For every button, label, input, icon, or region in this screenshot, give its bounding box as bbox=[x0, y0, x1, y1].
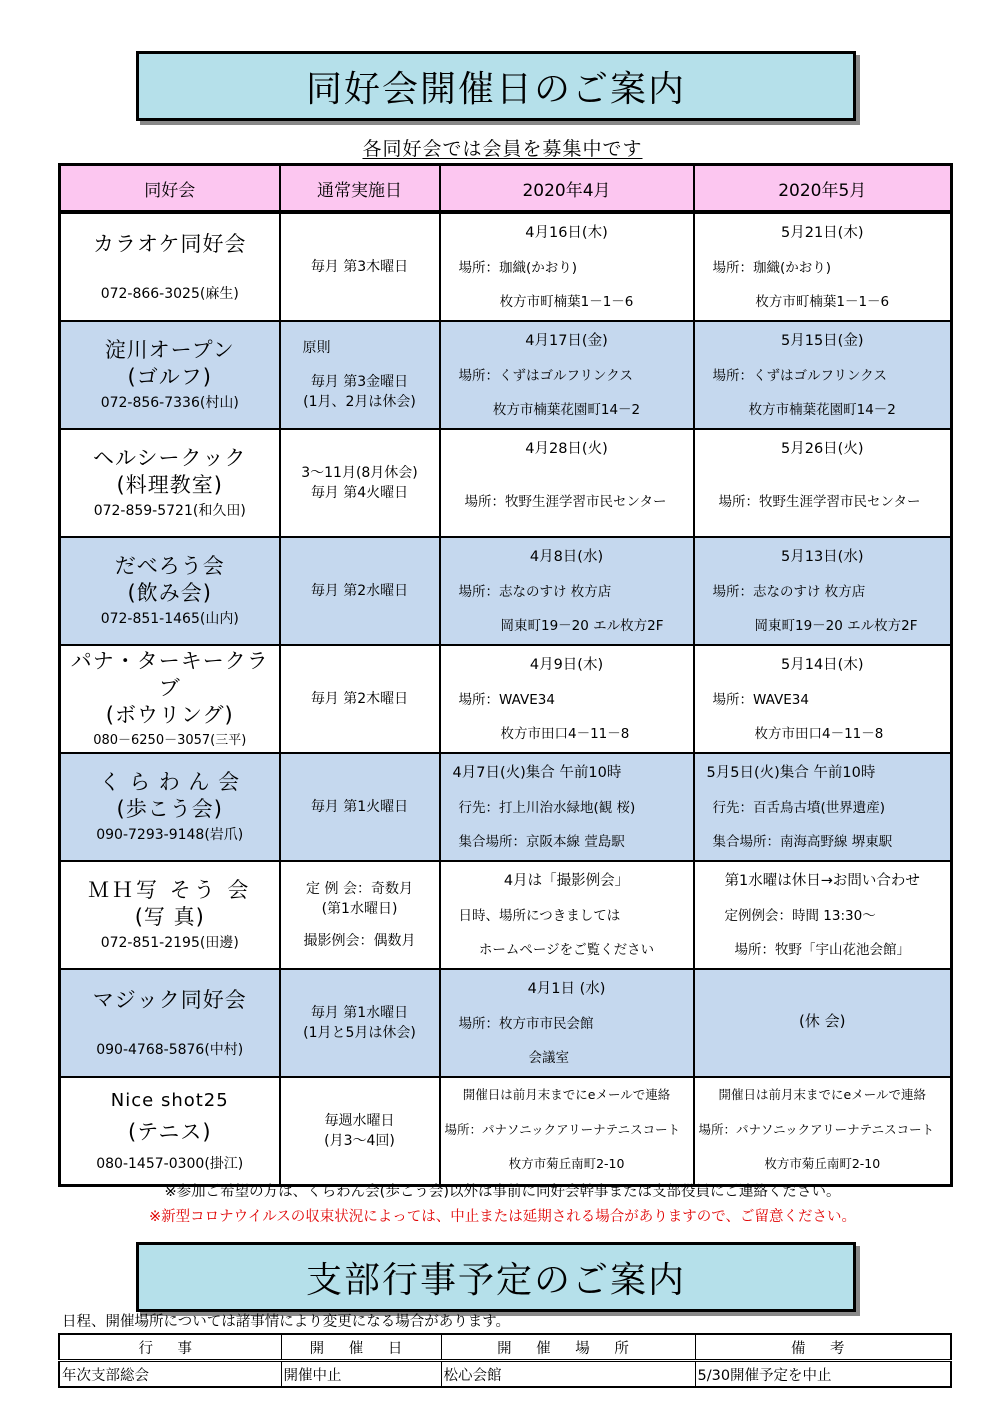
section-title-box bbox=[136, 1242, 856, 1312]
event-remark: 5/30開催予定を中止 bbox=[695, 1361, 951, 1388]
header-may: 2020年5月 bbox=[694, 165, 952, 213]
club-subname: (写 真) bbox=[134, 905, 205, 929]
event-place: 行先：打上川治水緑地(観 桜) bbox=[458, 800, 636, 816]
event-date: 4月8日(水) bbox=[529, 549, 604, 565]
schedule-text: (1月と5月は休会) bbox=[303, 1025, 416, 1041]
event-room: 会議室 bbox=[528, 1050, 569, 1066]
events-header-row bbox=[59, 1334, 951, 1361]
club-subname: (テニス) bbox=[127, 1119, 212, 1144]
header-date: 開 催 日 bbox=[281, 1334, 441, 1361]
club-tel: 090-7293-9148(岩爪) bbox=[96, 827, 244, 843]
event-date: 5月13日(水) bbox=[781, 549, 864, 565]
table-row bbox=[60, 969, 952, 1077]
events-intro: 日程、開催場所については諸事情により変更になる場合があります。 bbox=[62, 1314, 511, 1330]
event-address: 枚方市楠葉花園町14－2 bbox=[748, 402, 896, 418]
participation-note: ※参加ご希望の方は、くらわん会(歩こう会)以外は事前に同好会幹事または支部役員にご連絡ください。 bbox=[164, 1184, 841, 1200]
schedule-text: (第1水曜日) bbox=[321, 901, 398, 917]
event-date: 4月16日(木) bbox=[525, 225, 608, 241]
club-tel: 072-851-2195(田邊) bbox=[100, 935, 239, 951]
event-place: 場所：珈織(かおり) bbox=[458, 260, 578, 276]
event-note: ホームページをご覧ください bbox=[478, 942, 655, 958]
event-address: 枚方市菊丘南町2-10 bbox=[764, 1156, 881, 1171]
event-place: 場所：パナソニックアリーナテニスコート bbox=[698, 1122, 935, 1137]
event-address: 岡東町19－20 エル枚方2F bbox=[754, 618, 918, 634]
event-date: 5月5日(火)集合 午前10時 bbox=[706, 765, 876, 781]
event-address: 枚方市菊丘南町2-10 bbox=[508, 1156, 625, 1171]
table-row bbox=[60, 537, 952, 645]
event-date: 5月14日(木) bbox=[781, 657, 864, 673]
event-meeting-point: 集合場所：京阪本線 萱島駅 bbox=[458, 834, 625, 850]
event-place: 場所：くずはゴルフリンクス bbox=[458, 368, 634, 384]
event-place: 場所：くずはゴルフリンクス bbox=[712, 368, 888, 384]
table-row bbox=[60, 1077, 952, 1186]
club-subname: (飲み会) bbox=[127, 581, 212, 605]
schedule-text: 毎月 第1水曜日 bbox=[310, 1005, 409, 1021]
table-row bbox=[60, 645, 952, 753]
schedule-text: 毎月 第3金曜日 bbox=[310, 374, 409, 390]
schedule-text: 毎月 第3木曜日 bbox=[310, 259, 409, 275]
club-tel: 090-4768-5876(中村) bbox=[96, 1041, 244, 1058]
header-event: 行 事 bbox=[59, 1334, 281, 1361]
event-note: 場所：牧野「宇山花池会館」 bbox=[734, 942, 910, 958]
event-date: 4月28日(火) bbox=[525, 441, 608, 457]
club-subname: (ゴルフ) bbox=[127, 365, 212, 389]
schedule-text: 毎週水曜日 bbox=[324, 1113, 395, 1129]
event-note: 定例例会：時間 13:30～ bbox=[724, 908, 876, 924]
club-tel: 080-1457-0300(掛江) bbox=[96, 1155, 244, 1172]
club-tel: 072-866-3025(麻生) bbox=[100, 285, 239, 302]
table-header-row bbox=[60, 165, 952, 213]
schedule-text: 3～11月(8月休会) bbox=[301, 465, 418, 481]
event-address: 枚方市田口4－11－8 bbox=[500, 726, 630, 742]
event-place: 松心会館 bbox=[441, 1361, 695, 1388]
schedule-text: 毎月 第1火曜日 bbox=[310, 799, 409, 815]
events-table bbox=[58, 1333, 952, 1388]
page-title-box bbox=[136, 51, 856, 121]
schedule-text: (月3～4回) bbox=[324, 1133, 395, 1149]
event-date: 4月7日(火)集合 午前10時 bbox=[452, 765, 622, 781]
club-subname: (ボウリング) bbox=[105, 702, 234, 727]
event-date: 4月1日 (水) bbox=[527, 981, 606, 997]
event-place: 行先：百舌鳥古墳(世界遺産) bbox=[712, 800, 886, 816]
event-address: 枚方市町楠葉1－1－6 bbox=[499, 294, 634, 310]
club-name: Nice shot25 bbox=[110, 1089, 229, 1111]
club-name: ＭＨ写 そう 会 bbox=[88, 878, 252, 902]
table-row bbox=[60, 861, 952, 969]
event-note: 4月は「撮影例会」 bbox=[503, 873, 630, 889]
club-tel: 072-859-5721(和久田) bbox=[93, 503, 246, 519]
schedule-text: 定 例 会：奇数月 bbox=[306, 881, 413, 897]
event-place: 場所：志なのすけ 枚方店 bbox=[712, 584, 866, 600]
event-address: 枚方市楠葉花園町14－2 bbox=[492, 402, 641, 418]
club-name: パナ・ターキークラブ bbox=[70, 648, 269, 700]
event-place: 場所：珈織(かおり) bbox=[712, 260, 832, 276]
club-name: く ら わ ん 会 bbox=[99, 770, 241, 794]
event-date: 開催中止 bbox=[281, 1361, 441, 1388]
header-schedule: 通常実施日 bbox=[280, 165, 440, 213]
table-row bbox=[60, 753, 952, 861]
page-title: 同好会開催日のご案内 bbox=[305, 68, 686, 110]
event-address: 岡東町19－20 エル枚方2F bbox=[500, 618, 664, 634]
club-name: マジック同好会 bbox=[92, 987, 247, 1012]
event-note: 開催日は前月末までにeメールで連絡 bbox=[462, 1087, 671, 1102]
event-address: 枚方市町楠葉1－1－6 bbox=[755, 294, 890, 310]
event-note: 第1水曜は休日→お問い合わせ bbox=[724, 873, 920, 889]
club-subname: (料理教室) bbox=[116, 473, 223, 497]
table-row bbox=[60, 212, 952, 321]
club-name: ヘルシークック bbox=[93, 446, 247, 470]
header-club: 同好会 bbox=[60, 165, 280, 213]
covid-warning: ※新型コロナウイルスの収束状況によっては、中止または延期される場合がありますので、ご留意ください。 bbox=[149, 1209, 856, 1225]
header-april: 2020年4月 bbox=[440, 165, 694, 213]
club-schedule-table bbox=[58, 163, 953, 1187]
event-date: 5月26日(火) bbox=[781, 441, 864, 457]
club-name: だべろう会 bbox=[114, 554, 225, 578]
schedule-text: (1月、2月は休会) bbox=[303, 394, 416, 410]
header-remark: 備 考 bbox=[695, 1334, 951, 1361]
event-date: 4月17日(金) bbox=[525, 333, 608, 349]
club-name: 淀川オープン bbox=[104, 338, 235, 362]
event-name: 年次支部総会 bbox=[59, 1361, 281, 1388]
table-row bbox=[60, 429, 952, 537]
schedule-text: 毎月 第2木曜日 bbox=[310, 691, 409, 707]
club-tel: 072-851-1465(山内) bbox=[100, 611, 239, 627]
table-row bbox=[59, 1361, 951, 1388]
event-meeting-point: 集合場所：南海高野線 堺東駅 bbox=[712, 834, 893, 850]
event-date: 4月9日(木) bbox=[529, 657, 604, 673]
event-place: 場所：WAVE34 bbox=[458, 692, 555, 708]
section-title: 支部行事予定のご案内 bbox=[305, 1259, 686, 1301]
event-place: 場所：WAVE34 bbox=[712, 692, 809, 708]
club-name: カラオケ同好会 bbox=[92, 231, 247, 256]
schedule-text: 毎月 第2水曜日 bbox=[310, 583, 409, 599]
event-place: 場所：牧野生涯学習市民センター bbox=[718, 494, 921, 510]
event-place: 場所：牧野生涯学習市民センター bbox=[464, 494, 667, 510]
header-place: 開 催 場 所 bbox=[441, 1334, 695, 1361]
event-note: 開催日は前月末までにeメールで連絡 bbox=[718, 1087, 926, 1102]
event-note: 日時、場所につきましては bbox=[458, 908, 621, 924]
table-row bbox=[60, 321, 952, 429]
event-closed: (休 会) bbox=[799, 1012, 846, 1030]
club-tel: 072-856-7336(村山) bbox=[100, 395, 239, 411]
club-subname: (歩こう会) bbox=[116, 797, 223, 821]
event-date: 5月21日(木) bbox=[781, 225, 864, 241]
event-place: 場所：パナソニックアリーナテニスコート bbox=[444, 1122, 681, 1137]
club-tel: 080－6250－3057(三平) bbox=[93, 732, 247, 748]
subtitle: 各同好会では会員を募集中です bbox=[362, 138, 643, 160]
schedule-text: 原則 bbox=[302, 340, 331, 356]
event-place: 場所：枚方市市民会館 bbox=[458, 1016, 594, 1032]
schedule-text: 毎月 第4火曜日 bbox=[310, 485, 409, 501]
event-place: 場所：志なのすけ 枚方店 bbox=[458, 584, 612, 600]
event-date: 5月15日(金) bbox=[781, 333, 864, 349]
event-address: 枚方市田口4－11－8 bbox=[754, 726, 884, 742]
schedule-text: 撮影例会：偶数月 bbox=[303, 933, 416, 949]
